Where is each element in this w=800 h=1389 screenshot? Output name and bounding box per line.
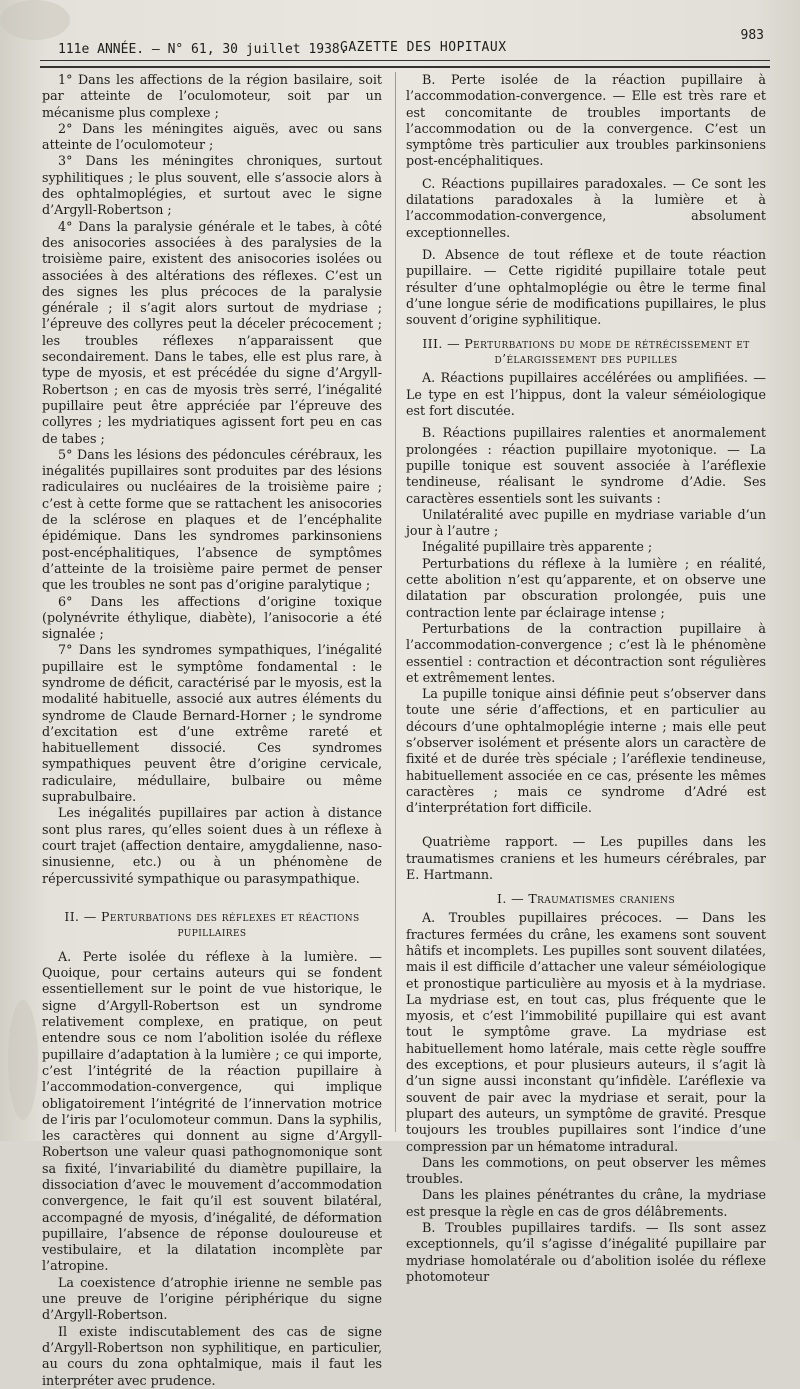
header-rule-double: [40, 66, 770, 68]
paragraph: 1° Dans les affections de la région basilaire, soit par atteinte de l’oculomoteur, soit par un mécanisme plus complexe ;: [42, 72, 382, 120]
paragraph: A. Perte isolée du réflexe à la lumière. — Quoique, pour certains auteurs qui se fondent essentiellement sur le point de vue historique, le signe d’Argyll-Robertson est un syndrome relativement complexe, en pratique, on peut entendre sous ce nom l’abolition isolée du réflexe pupillaire d’adaptation à la lumière ; ce qui importe, c’est l’intégrité de la réaction pupillaire à l’accommodation-convergence, qui implique obligatoirement l’intégrité de l’innervation motrice de l’iris par l’oculomoteur commun. Dans la syphilis, les caractères qui donnent au signe d’Argyll-Robertson une valeur quasi pathognomonique sont sa fixité, l’invariabilité du diamètre pupillaire, la dissociation d’avec le mouvement d’accommodation convergence, le fait qu’il est souvent bilatéral, accompagné de myosis, d’inégalité, de déformation pupillaire, l’absence de réponse douloureuse et vestibulaire, et la dilatation incomplète par l’atropine.: [42, 948, 382, 1274]
paragraph: B. Troubles pupillaires tardifs. — Ils sont assez exceptionnels, qu’il s’agisse d’inégalité pupillaire par mydriase homolatérale ou d’abolition isolée du réflexe photomoteur: [406, 1220, 766, 1284]
journal-title: GAZETTE DES HOPITAUX: [340, 40, 507, 55]
column-divider: [395, 72, 396, 1132]
paragraph: La pupille tonique ainsi définie peut s’observer dans toute une série d’affections, et en particulier au décours d’une ophtalmoplégie interne ; mais elle peut s’observer isolément et présente alors un caractère de fixité et de durée très spéciale ; l’aréflexie tendineuse, habituellement associée en ce cas, présente les mêmes caractères ; mais ce syndrome d’Adré est d’interprétation fort difficile.: [406, 686, 766, 816]
paragraph: A. Troubles pupillaires précoces. — Dans les fractures fermées du crâne, les examens sont souvent hâtifs et incomplets. Les pupilles sont souvent dilatées, mais il est difficile d’attacher une valeur séméiologique et pronostique particulière au myosis et à la mydriase. La mydriase est, en tout cas, plus fréquente que le myosis, et c’est l’immobilité pupillaire qui est avant tout le symptôme grave. La mydriase est habituellement homo latérale, mais cette règle souffre des exceptions, et pour plusieurs auteurs, il s’agit là d’un signe aussi inconstant qu’infidèle. L’aréflexie va souvent de pair avec la mydriase et serait, pour la plupart des auteurs, un symptôme de gravité. Presque toujours les troubles pupillaires sont l’indice d’une compression par un hématome intradural.: [406, 910, 766, 1154]
paragraph: Unilatéralité avec pupille en mydriase variable d’un jour à l’autre ;: [406, 506, 766, 539]
paragraph: Perturbations de la contraction pupillaire à l’accommodation-convergence ; c’est là le phénomène essentiel : contraction et décontraction sont régulières et extrêmement lentes.: [406, 620, 766, 685]
paragraph: Perturbations du réflexe à la lumière ; en réalité, cette abolition n’est qu’apparente, et on observe une dilatation par obscuration prolongée, puis une contraction lente par éclairage intense ;: [406, 555, 766, 620]
header-rule: [40, 60, 770, 61]
section-heading: II. — Perturbations des réflexes et réactions pupillaires: [64, 908, 360, 939]
section-heading: I. — Traumatismes craniens: [496, 891, 676, 907]
report-title: Quatrième rapport. — Les pupilles dans les traumatismes craniens et les humeurs cérébrales, par E. Hartmann.: [406, 834, 766, 883]
issue-line: 111e ANNÉE. — N° 61, 30 juillet 1938.: [58, 42, 348, 57]
paper-stain: [8, 1000, 38, 1120]
paragraph: Dans les plaines pénétrantes du crâne, la mydriase est presque la règle en cas de gros délâbrements.: [406, 1187, 766, 1219]
paragraph: 6° Dans les affections d’origine toxique (polynévrite éthylique, diabète), l’anisocorie a été signalée ;: [42, 593, 382, 642]
paragraph: B. Réactions pupillaires ralenties et anormalement prolongées : réaction pupillaire myotonique. — La pupille tonique est souvent associée à l’aréflexie tendineuse, réalisant le syndrome d’Adie. Ses caractères essentiels sont les suivants :: [406, 425, 766, 506]
page-number: 983: [740, 28, 764, 43]
paragraph: A. Réactions pupillaires accélérées ou amplifiées. — Le type en est l’hippus, dont la valeur séméiologique est fort discutée.: [406, 370, 766, 419]
paragraph: 4° Dans la paralysie générale et le tabes, à côté des anisocories associées à des paralysies de la troisième paire, existent des anisocories isolées ou associées à des altérations des réflexes. C’est un des signes les plus précoces de la paralysie générale ; il s’agit alors surtout de mydriase ; l’épreuve des collyres peut la déceler précocement ; les troubles réflexes n’apparaissent que secondairement. Dans le tabes, elle est plus rare, à type de myosis, et est précédée du signe d’Argyll-Robertson ; en cas de myosis très serré, l’inégalité pupillaire peut être appréciée par l’épreuve des collyres ; les mydriatiques agissent fort peu en cas de tabes ;: [42, 218, 382, 446]
paragraph: 3° Dans les méningites chroniques, surtout syphilitiques ; le plus souvent, elle s’associe alors à des ophtalmoplégies, et surtout avec le signe d’Argyll-Robertson ;: [42, 153, 382, 218]
paragraph: 7° Dans les syndromes sympathiques, l’inégalité pupillaire est le symptôme fondamental : le syndrome de déficit, caractérisé par le myosis, est la modalité habituelle, associé aux autres éléments du syndrome de Claude Bernard-Horner ; le syndrome d’excitation est d’une extrême rareté et habituellement dissocié. Ces syndromes sympathiques peuvent être d’origine cervicale, radiculaire, médullaire, bulbaire ou même suprabulbaire.: [42, 642, 382, 805]
paragraph: La coexistence d’atrophie irienne ne semble pas une preuve de l’origine périphérique du signe d’Argyll-Robertson.: [42, 1274, 382, 1323]
paragraph: 2° Dans les méningites aiguës, avec ou sans atteinte de l’oculomoteur ;: [42, 120, 382, 153]
paragraph: B. Perte isolée de la réaction pupillaire à l’accommodation-convergence. — Elle est très rare et est concomitante de troubles importants de l’accommodation ou de la convergence. C’est un symptôme très particulier aux troubles parkinsoniens post-encéphalitiques.: [406, 72, 766, 169]
paragraph: C. Réactions pupillaires paradoxales. — Ce sont les dilatations paradoxales à la lumière et à l’accommodation-convergence, absolument exceptionnelles.: [406, 175, 766, 240]
paragraph: Dans les commotions, on peut observer les mêmes troubles.: [406, 1154, 766, 1187]
left-column: [42, 72, 382, 1389]
paragraph: 5° Dans les lésions des pédoncules cérébraux, les inégalités pupillaires sont produites par des lésions radiculaires ou nucléaires de la troisième paire ; c’est à cette forme que se rattachent les anisocories de la sclérose en plaques et de l’encéphalite épidémique. Dans les syndromes parkinsoniens post-encéphalitiques, l’absence de symptômes d’atteinte de la troisième paire permet de penser que les troubles ne sont pas d’origine paralytique ;: [42, 446, 382, 593]
paragraph: Inégalité pupillaire très apparente ;: [422, 539, 653, 555]
right-column: [406, 72, 766, 1285]
paragraph: Les inégalités pupillaires par action à distance sont plus rares, qu’elles soient dues à un réflexe à court trajet (affection dentaire, amygdalienne, naso-sinusienne, etc.) ou à un phénomène de répercussivité sympathique ou parasympathique.: [42, 805, 382, 886]
section-heading: III. — Perturbations du mode de rétrécissement et d’élargissement des pupilles: [422, 336, 750, 367]
paragraph: Il existe indiscutablement des cas de signe d’Argyll-Robertson non syphilitique, en particulier, au cours du zona ophtalmique, mais il faut les interpréter avec prudence.: [42, 1323, 382, 1388]
paragraph: D. Absence de tout réflexe et de toute réaction pupillaire. — Cette rigidité pupillaire totale peut résulter d’une ophtalmoplégie ou être le terme final d’une longue série de modifications pupillaires, le plus souvent d’origine syphilitique.: [406, 246, 766, 328]
